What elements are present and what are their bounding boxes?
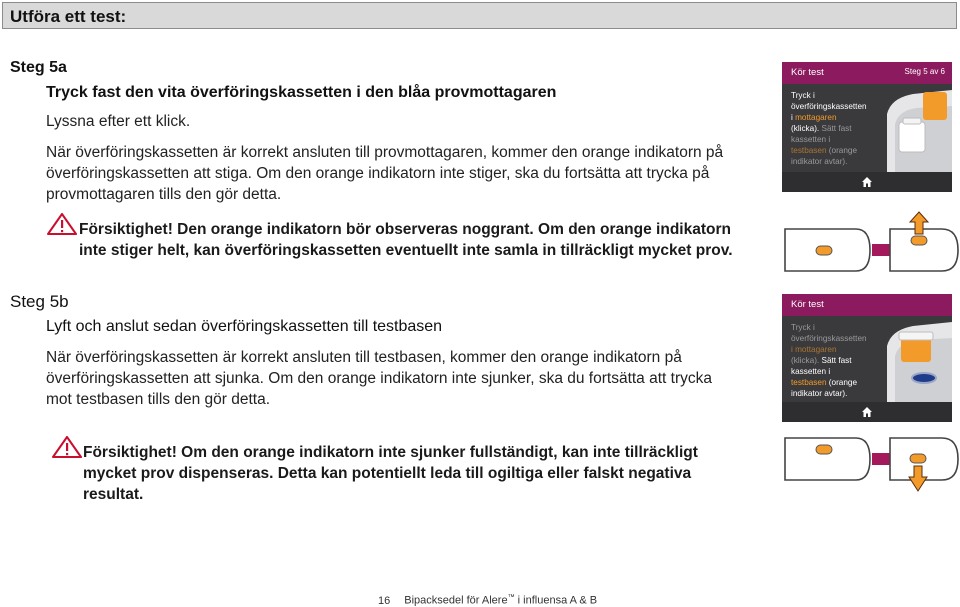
screen-line: indikator avtar).: [791, 389, 848, 398]
home-icon[interactable]: [861, 406, 873, 418]
device-screen-step-5a: [782, 62, 952, 192]
step-5b-line-3: mot testbasen tills den gör detta.: [46, 391, 271, 408]
warning-icon: [47, 213, 77, 235]
step-5a-heading: Tryck fast den vita överföringskassetten i den blåa provmottagaren: [46, 84, 557, 101]
home-icon[interactable]: [861, 176, 873, 188]
step-5a-caution-line-2: inte stiger helt, kan överföringskassetten eventuellt inte samla in tillräckligt mycket prov.: [79, 242, 733, 259]
screen-line: [791, 123, 881, 134]
cassette-outline-right: [890, 229, 958, 271]
caution-text: Om den orange indikatorn inte sjunker fullständigt, kan inte tillräckligt: [176, 444, 698, 461]
step-5a-line-3: överföringskassetten att stiga. Om den orange indikatorn inte stiger, ska du fortsätta att trycka på: [46, 165, 710, 182]
screen-word: Sätt fast: [819, 356, 852, 365]
footer-text: Bipacksedel för Alere: [404, 594, 508, 607]
screen-dim: Sätt fast: [819, 124, 852, 133]
device-screen-step-5b: [782, 294, 952, 422]
screen-line: i mottagaren: [791, 345, 837, 354]
step-5b-heading: Lyft och anslut sedan överföringskassetten till testbasen: [46, 318, 443, 335]
screen-dim: (klicka).: [791, 356, 820, 365]
step-5a-line-4: provmottagaren tills den gör detta.: [46, 186, 282, 203]
analyzer-device-illustration: [877, 316, 952, 402]
screen-instruction-text: [791, 322, 881, 399]
caution-title: Försiktighet!: [83, 444, 177, 461]
screen-line: Tryck i: [791, 91, 815, 100]
step-5b-caution-line-1: [83, 442, 698, 463]
warning-icon: [52, 436, 82, 458]
step-5b-label: Steg 5b: [10, 292, 69, 311]
step-5a-label: Steg 5a: [10, 59, 67, 76]
indicator-rise-diagram: [782, 210, 960, 280]
trademark-symbol: ™: [507, 594, 515, 601]
step-5a-line-1: Lyssna efter ett klick.: [46, 113, 191, 130]
orange-indicator-high: [816, 445, 832, 454]
screen-line: [791, 377, 881, 388]
screen-highlight: mottagaren: [795, 113, 837, 122]
step-5b-caution-line-3: resultat.: [83, 486, 144, 503]
caution-text: Den orange indikatorn bör observeras noggrant. Om den orange indikatorn: [172, 221, 731, 238]
section-title: Utföra ett test:: [10, 7, 127, 26]
step-5b-caution-line-2: mycket prov dispenseras. Detta kan potentiellt leda till ogiltiga eller falskt negativa: [83, 465, 692, 482]
step-5a-line-2: När överföringskassetten är korrekt ansluten till provmottagaren, kommer den orange indikatorn på: [46, 144, 724, 161]
footer-text-suffix: i influensa A & B: [514, 594, 598, 607]
screen-bottom-bar: [782, 402, 952, 422]
screen-line: [791, 355, 881, 366]
screen-word: i: [791, 113, 796, 122]
page-number: 16: [378, 594, 391, 607]
screen-title: Kör test: [791, 67, 824, 78]
screen-highlight: testbasen: [791, 378, 827, 387]
screen-step-counter: Steg 5 av 6: [904, 67, 945, 76]
screen-word: (klicka).: [791, 124, 820, 133]
indicator-sink-diagram: [782, 436, 960, 494]
screen-line: Tryck i: [791, 323, 815, 332]
orange-indicator-low: [910, 454, 926, 463]
screen-line: kassetten i: [791, 135, 831, 144]
section-header: [2, 2, 957, 29]
screen-line: överföringskassetten: [791, 334, 867, 343]
screen-instruction-text: [791, 90, 881, 167]
screen-line: [791, 145, 881, 156]
screen-dim: (orange: [826, 146, 858, 155]
step-5a-caution-line-1: [79, 219, 731, 240]
screen-title: Kör test: [791, 299, 824, 310]
screen-title-bar: [782, 294, 952, 316]
screen-line: indikator avtar).: [791, 157, 848, 166]
screen-line: kassetten i: [791, 367, 831, 376]
screen-word: (orange: [826, 378, 858, 387]
screen-title-bar: [782, 62, 952, 84]
screen-bottom-bar: [782, 172, 952, 192]
screen-highlight: testbasen: [791, 146, 827, 155]
orange-indicator-high: [911, 236, 927, 245]
caution-title: Försiktighet!: [79, 221, 173, 238]
page-footer: [378, 594, 597, 607]
step-5b-line-2: överföringskassetten att sjunka. Om den orange indikatorn inte sjunker, ska du fortsätta att trycka: [46, 370, 712, 387]
analyzer-device-illustration: [877, 84, 952, 172]
cassette-outline-left: [785, 438, 870, 480]
screen-line: överföringskassetten: [791, 102, 867, 111]
orange-indicator-low: [816, 246, 832, 255]
screen-line: [791, 112, 881, 123]
step-5b-line-1: När överföringskassetten är korrekt ansluten till testbasen, kommer den orange indikatorn på: [46, 349, 682, 366]
